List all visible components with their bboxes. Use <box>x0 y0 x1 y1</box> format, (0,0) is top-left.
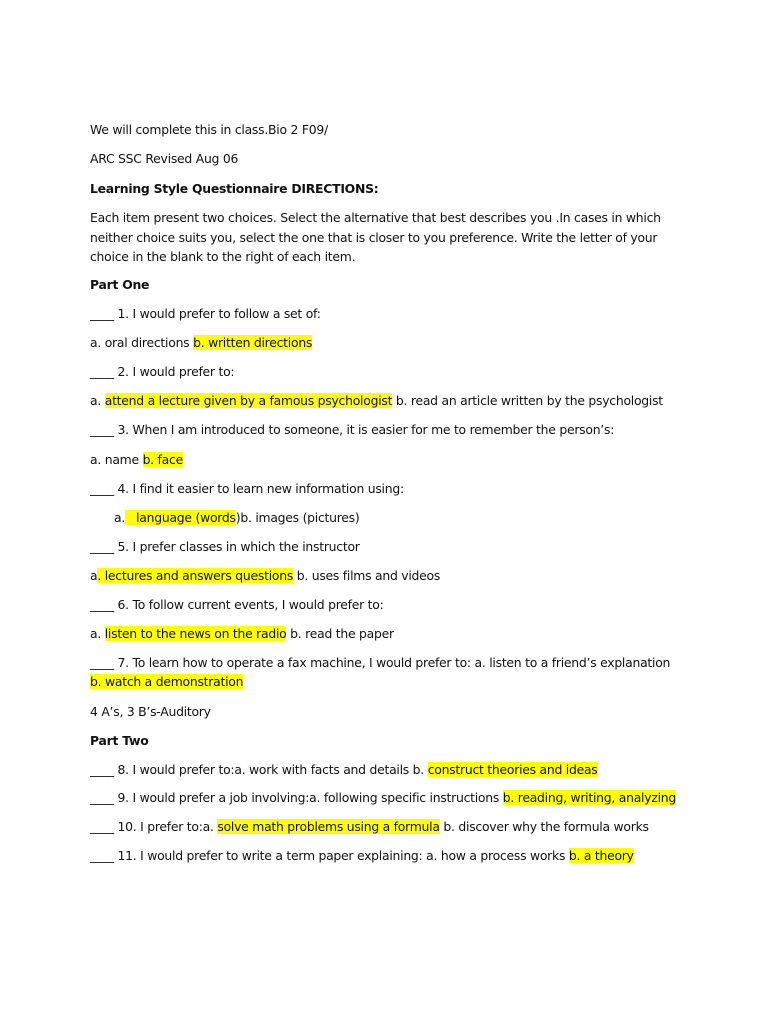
question-1-options <box>90 335 312 351</box>
question-7-answer <box>90 674 243 690</box>
question-5-options <box>90 568 440 584</box>
question-7: ____ 7. To learn how to operate a fax machine, I would prefer to: a. listen to a friend’s explanation <box>90 655 671 670</box>
option-text: b. read the paper <box>286 626 394 641</box>
highlighted-answer: construct theories and ideas <box>427 762 598 777</box>
highlighted-answer: solve math problems using a formula <box>217 819 440 834</box>
option-text: )b. images (pictures) <box>235 510 360 525</box>
highlighted-answer: b. reading, writing, analyzing <box>502 790 676 805</box>
highlighted-answer: attend a lecture given by a famous psychologist <box>104 393 393 408</box>
question-8 <box>90 762 598 778</box>
question-6-options <box>90 626 394 642</box>
question-text: ____ 11. I would prefer to write a term paper explaining: a. how a process works <box>90 848 569 863</box>
question-11 <box>90 848 634 864</box>
question-1: ____ 1. I would prefer to follow a set of: <box>90 306 321 321</box>
option-text: b. discover why the formula works <box>439 819 649 834</box>
question-2: ____ 2. I would prefer to: <box>90 364 235 379</box>
option-text: b. read an article written by the psychologist <box>392 393 663 408</box>
highlighted-answer: b. written directions <box>193 335 313 350</box>
option-text: a. <box>114 510 126 525</box>
highlighted-answer: . lectures and answers questions <box>97 568 294 583</box>
option-text: a. <box>90 626 105 641</box>
part-two-heading: Part Two <box>90 733 149 748</box>
highlighted-answer: b. a theory <box>568 848 634 863</box>
questionnaire-heading: Learning Style Questionnaire DIRECTIONS: <box>90 181 379 196</box>
question-4-options <box>114 510 359 526</box>
question-3-options <box>90 452 183 468</box>
question-2-options <box>90 393 663 409</box>
question-4: ____ 4. I find it easier to learn new information using: <box>90 481 404 496</box>
highlighted-answer: b. face <box>142 452 183 467</box>
option-text: a. name <box>90 452 143 467</box>
intro-line-2: ARC SSC Revised Aug 06 <box>90 151 239 166</box>
option-text: a. <box>90 393 105 408</box>
option-text: a <box>90 568 98 583</box>
highlighted-answer: language (words <box>125 510 236 525</box>
question-5: ____ 5. I prefer classes in which the instructor <box>90 539 360 554</box>
score-summary: 4 A’s, 3 B’s-Auditory <box>90 704 211 719</box>
question-6: ____ 6. To follow current events, I would prefer to: <box>90 597 384 612</box>
option-text: b. uses films and videos <box>293 568 441 583</box>
question-text: ____ 9. I would prefer a job involving:a. following specific instructions <box>90 790 503 805</box>
question-3: ____ 3. When I am introduced to someone, it is easier for me to remember the person’s: <box>90 422 615 437</box>
directions-paragraph: Each item present two choices. Select the alternative that best describes you .In cases in which neither choice suits you, select the one that is closer to you preference. Write the letter of your choice in the blank to the right of each item. <box>90 210 661 264</box>
question-text: ____ 10. I prefer to:a. <box>90 819 218 834</box>
question-9 <box>90 790 676 806</box>
highlighted-answer: listen to the news on the radio <box>104 626 287 641</box>
intro-line-1: We will complete this in class.Bio 2 F09/ <box>90 122 328 137</box>
highlighted-answer: b. watch a demonstration <box>90 674 244 689</box>
part-one-heading: Part One <box>90 277 150 292</box>
question-text: ____ 8. I would prefer to:a. work with facts and details b. <box>90 762 428 777</box>
option-text: a. oral directions <box>90 335 194 350</box>
question-10 <box>90 819 649 835</box>
